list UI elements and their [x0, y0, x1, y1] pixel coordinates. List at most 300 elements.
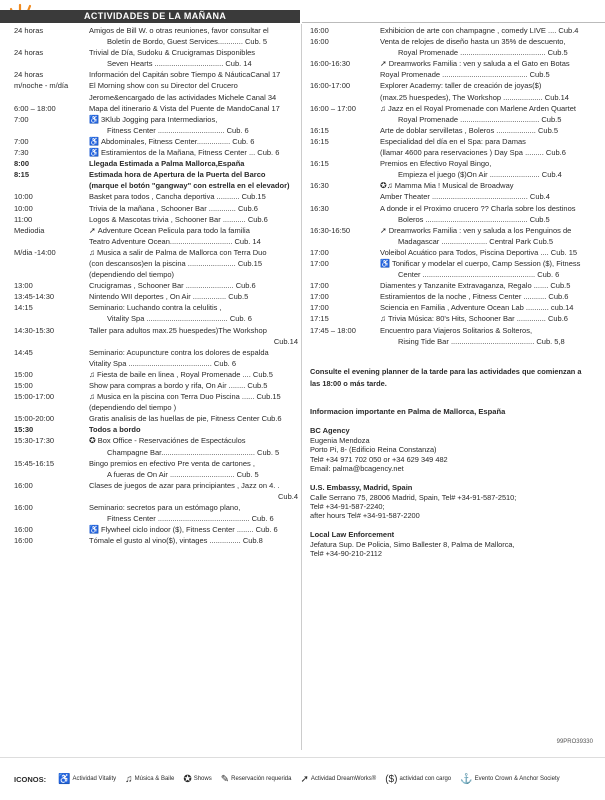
- event-time: [14, 269, 89, 280]
- event-desc: [380, 180, 588, 191]
- schedule-row: [14, 402, 298, 413]
- event-desc: [380, 147, 588, 158]
- event-time: [310, 269, 380, 280]
- legend-icon: ➚: [300, 773, 309, 785]
- event-desc: [89, 391, 298, 402]
- event-text: Jazz en el Royal Promenade con Marlene Arden Quartet: [388, 103, 577, 113]
- event-desc: [89, 435, 298, 446]
- schedule-row: [14, 92, 298, 103]
- event-text: El Morning show con su Director del Crucero: [89, 81, 238, 91]
- event-desc: [380, 225, 588, 236]
- event-time: 7:00: [14, 136, 29, 146]
- schedule-row: [14, 214, 298, 225]
- event-time: 16:00: [310, 26, 329, 35]
- legend-label: Música & Baile: [134, 776, 175, 782]
- event-desc: [89, 114, 298, 125]
- event-time: 10:00: [14, 203, 33, 213]
- event-time: [310, 69, 380, 80]
- event-time: [310, 214, 380, 225]
- event-time: 17:00: [310, 303, 329, 313]
- schedule-row: [14, 25, 298, 36]
- event-time: 15:30-17:30: [14, 436, 55, 446]
- event-desc: [380, 158, 588, 169]
- event-text: Teatro Adventure Ocean.............................. Cub. 14: [89, 236, 261, 246]
- event-time: 15:00: [14, 381, 33, 390]
- event-text: Exhibicion de arte con champagne , comedy LIVE .... Cub.4: [380, 26, 579, 35]
- schedule-row: [14, 313, 298, 324]
- event-time: [14, 36, 89, 47]
- schedule-row: [310, 291, 588, 302]
- schedule-row: [14, 236, 298, 247]
- event-desc: [380, 103, 588, 114]
- event-text: Dreamworks Familia : ven y saluda a el Gato en Botas: [388, 59, 570, 69]
- event-desc: [89, 147, 298, 158]
- event-time: 15:00-17:00: [14, 392, 55, 402]
- event-desc: [380, 236, 588, 247]
- event-desc: [380, 25, 588, 36]
- event-time: 15:45-16:15: [14, 458, 55, 468]
- event-time: M/dia -14:00: [14, 247, 56, 257]
- contact-line: Tel# +34 971 702 050 or +34 629 349 482: [310, 454, 448, 464]
- event-desc: [89, 413, 298, 424]
- document-code: 99PRO39330: [556, 739, 593, 745]
- event-time: 17:00: [310, 247, 329, 257]
- section-header: ACTIVIDADES DE LA MAÑANA: [0, 10, 300, 23]
- contact-line: Email: palma@bcagency.net: [310, 464, 404, 474]
- schedule-row: [310, 302, 588, 313]
- schedule-row: [14, 269, 298, 280]
- event-desc: [89, 369, 298, 380]
- event-time: m/noche - m/día: [14, 81, 69, 91]
- event-text: Premios en Efectivo Royal Bingo,: [380, 159, 492, 169]
- event-text: Champagne Bar............................................. Cub. 5: [107, 447, 280, 457]
- schedule-row: [14, 336, 298, 347]
- event-text: Todos a bordo: [89, 425, 141, 435]
- event-desc: [89, 58, 298, 69]
- legend-item: [460, 774, 560, 785]
- event-desc: [89, 491, 298, 502]
- event-text: Especialidad del día en el Spa: para Damas: [380, 136, 526, 146]
- header-rule: [302, 22, 605, 23]
- schedule-row: [14, 502, 298, 513]
- legend-icon: ✎: [220, 773, 230, 785]
- event-text: Seminario: Luchando contra la celulitis ,: [89, 303, 222, 313]
- event-time: [14, 58, 89, 69]
- event-desc: [89, 402, 298, 413]
- event-text: Taller para adultos max.25 huespedes)The Workshop: [89, 325, 267, 335]
- right-schedule: [310, 25, 588, 347]
- schedule-row: [14, 158, 298, 169]
- schedule-row: [310, 147, 588, 158]
- legend-icon: ♫: [125, 773, 133, 785]
- event-time: [14, 402, 89, 413]
- schedule-row: [14, 58, 298, 69]
- event-desc: [89, 92, 298, 103]
- activity-icon: ➚: [380, 59, 387, 69]
- event-time: [310, 236, 380, 247]
- activity-icon: ♿: [89, 525, 99, 535]
- event-desc: [380, 47, 588, 58]
- activity-icon: ♿: [89, 114, 99, 124]
- event-time: 8:15: [14, 170, 30, 180]
- activity-icon: ♿: [89, 136, 99, 146]
- schedule-row: [14, 369, 298, 380]
- evening-note: Consulte el evening planner de la tarde para las actividades que comienzan a las 18:00 o más tarde.: [310, 366, 582, 388]
- contact-org-name: Local Law Enforcement: [310, 529, 395, 539]
- activity-icon: ✪: [89, 436, 96, 446]
- event-desc: [89, 158, 298, 169]
- event-desc: [89, 458, 298, 469]
- event-time: 16:15: [310, 136, 329, 146]
- event-time: [310, 169, 380, 180]
- schedule-row: [14, 347, 298, 358]
- event-text: Cub.4: [277, 491, 298, 501]
- info-contacts: [310, 425, 588, 559]
- event-time: 16:00: [14, 536, 33, 546]
- event-time: Mediodia: [14, 225, 45, 235]
- event-time: 17:00: [310, 258, 329, 268]
- event-text: Gratis analisis de las huellas de pie, Fitness Center Cub.6: [89, 414, 282, 424]
- event-time: [310, 114, 380, 125]
- legend-icon: ♿: [58, 773, 71, 785]
- event-time: 15:00-20:00: [14, 414, 55, 424]
- schedule-row: [14, 358, 298, 369]
- event-text: A fueras de On Air ............................... Cub. 5: [107, 469, 259, 479]
- event-text: Bingo premios en efectivo Pre venta de cartones ,: [89, 458, 255, 468]
- event-text: Fitness Center ................................ Cub. 6: [107, 125, 249, 135]
- event-text: Musica a salir de Palma de Mallorca con Terra Duo: [97, 247, 267, 257]
- event-text: Flywheel ciclo indoor ($), Fitness Center ........ Cub. 6: [100, 525, 278, 535]
- event-text: 3Klub Jogging para Intermediarios,: [100, 114, 218, 124]
- activity-icon: ♿: [380, 258, 390, 268]
- event-time: 11:00: [14, 214, 33, 224]
- event-text: Dreamworks Familia : ven y saluda a los Penguinos de: [388, 225, 572, 235]
- event-text: Seminario: secretos para un estómago plano,: [89, 503, 241, 513]
- activity-icon: ♫: [89, 369, 95, 379]
- schedule-row: [310, 180, 588, 191]
- event-text: Fiesta de baile en linea , Royal Promenade .... Cub.5: [97, 369, 273, 379]
- event-text: (max.25 huespedes), The Workshop ................... Cub.14: [380, 92, 569, 102]
- schedule-row: [14, 524, 298, 535]
- schedule-row: [14, 180, 298, 191]
- schedule-row: [310, 158, 588, 169]
- legend-label: Evento Crown & Anchor Society: [474, 776, 560, 782]
- event-time: 17:15: [310, 314, 329, 324]
- event-text: Trivial de Día, Sudoku & Crucigramas Disponibles: [89, 48, 256, 58]
- event-text: Mamma Mia ! Musical de Broadway: [394, 181, 514, 191]
- schedule-row: [14, 114, 298, 125]
- event-desc: [380, 302, 588, 313]
- event-text: Adventure Ocean Pelicula para todo la familia: [97, 225, 250, 235]
- event-text: Tómale el gusto al vino($), vintages ............... Cub.8: [89, 536, 263, 546]
- event-text: Royal Promenade ......................................... Cub.5: [380, 70, 550, 80]
- event-time: [14, 469, 89, 480]
- event-desc: [380, 313, 588, 324]
- event-text: Diamentes y Tanzanite Extravaganza, Regalo ....... Cub.5: [380, 281, 571, 291]
- event-time: [14, 491, 89, 502]
- event-time: 16:00-17:00: [310, 81, 351, 91]
- schedule-row: [14, 136, 298, 147]
- schedule-row: [14, 80, 298, 91]
- event-text: Basket para todos , Cancha deportiva ........... Cub.15: [89, 192, 266, 202]
- event-text: Royal Promenade ......................................... Cub.5: [398, 48, 568, 58]
- event-text: Tonificar y modelar el cuerpo, Camp Session ($), Fitness: [391, 258, 581, 268]
- event-text: Encuentro para Viajeros Solitarios & Solteros,: [380, 325, 533, 335]
- event-text: Empieza el juego ($)On Air ........................ Cub.4: [398, 170, 562, 180]
- event-time: 16:15: [310, 159, 329, 169]
- event-text: Clases de juegos de azar para principiantes , Jazz on 4. .: [89, 480, 280, 490]
- schedule-row: [14, 103, 298, 114]
- activity-icon: ♫: [380, 103, 386, 113]
- event-text: Vitality Spa ....................................... Cub. 6: [107, 314, 252, 324]
- legend-item: [125, 774, 174, 785]
- schedule-row: [310, 191, 588, 202]
- event-text: Estimada hora de Apertura de la Puerta del Barco: [89, 170, 266, 180]
- event-text: Estiramientos de la noche , Fitness Center ........... Cub.6: [380, 292, 569, 302]
- event-text: (con descansos)en la piscina ....................... Cub.15: [89, 258, 262, 268]
- event-text: Trivia Música: 80's Hits, Schooner Bar .............. Cub.6: [388, 314, 568, 324]
- contact-line: Porto Pi, 8- (Edificio Reina Constanza): [310, 445, 437, 455]
- event-text: (dependiendo del tiempo): [89, 270, 175, 280]
- schedule-row: [310, 25, 588, 36]
- info-title: Informacion importante en Palma de Mallorca, España: [310, 406, 506, 416]
- event-desc: [89, 380, 298, 391]
- event-time: 15:30: [14, 425, 34, 435]
- event-text: Show para compras a bordo y rifa, On Air ........ Cub.5: [89, 381, 268, 390]
- event-time: 13:45-14:30: [14, 292, 55, 302]
- schedule-row: [14, 169, 298, 180]
- schedule-row: [310, 114, 588, 125]
- event-desc: [89, 502, 298, 513]
- event-text: Musica en la piscina con Terra Duo Piscina ...... Cub.15: [97, 392, 281, 402]
- event-desc: [380, 36, 588, 47]
- event-time: 6:00 – 18:00: [14, 103, 56, 113]
- schedule-row: [310, 47, 588, 58]
- schedule-row: [310, 225, 588, 236]
- event-desc: [380, 336, 588, 347]
- activity-icon: ♫: [89, 392, 95, 402]
- schedule-row: [14, 147, 298, 158]
- event-desc: [89, 469, 298, 480]
- event-desc: [89, 269, 298, 280]
- event-desc: [89, 313, 298, 324]
- schedule-row: [310, 203, 588, 214]
- schedule-row: [310, 103, 588, 114]
- event-desc: [89, 47, 298, 58]
- event-desc: [89, 25, 298, 36]
- event-time: 15:00: [14, 369, 33, 379]
- legend-label: actividad con cargo: [399, 776, 452, 782]
- event-time: 16:00: [14, 525, 33, 535]
- event-text: Venta de relojes de diseño hasta un 35% de descuento,: [380, 37, 566, 47]
- event-time: [14, 258, 89, 269]
- schedule-row: [14, 302, 298, 313]
- event-text: Boletín de Bordo, Guest Services............ Cub. 5: [107, 37, 268, 47]
- legend-item: [58, 774, 116, 785]
- event-desc: [89, 225, 298, 236]
- schedule-row: [310, 136, 588, 147]
- event-desc: [380, 114, 588, 125]
- event-desc: [380, 269, 588, 280]
- event-text: Amigos de Bill W. o otras reuniones, favor consultar el: [89, 26, 269, 35]
- schedule-row: [310, 325, 588, 336]
- event-desc: [89, 103, 298, 114]
- event-time: 16:00: [14, 480, 33, 490]
- event-desc: [380, 247, 588, 258]
- event-desc: [89, 191, 298, 202]
- event-desc: [89, 214, 298, 225]
- event-desc: [89, 247, 298, 258]
- event-time: 17:00: [310, 292, 329, 302]
- schedule-row: [310, 258, 588, 269]
- schedule-row: [310, 313, 588, 324]
- event-desc: [380, 214, 588, 225]
- schedule-row: [14, 36, 298, 47]
- schedule-row: [14, 447, 298, 458]
- event-text: Crucigramas , Schooner Bar ....................... Cub.6: [89, 281, 256, 291]
- event-text: Información del Capitán sobre Tiempo & NáuticaCanal 17: [89, 70, 281, 80]
- legend-icon: ⚓: [460, 773, 473, 785]
- event-desc: [89, 302, 298, 313]
- event-desc: [380, 325, 588, 336]
- event-text: Madagascar ...................... Central Park Cub.5: [398, 236, 554, 246]
- event-desc: [380, 80, 588, 91]
- event-text: Rising Tide Bar ........................................ Cub. 5,8: [398, 336, 565, 346]
- activity-icon: ➚: [380, 225, 387, 235]
- schedule-row: [14, 480, 298, 491]
- schedule-row: [14, 513, 298, 524]
- legend-label: Actividad DreamWorks®: [310, 776, 377, 782]
- legend-item: [221, 774, 292, 785]
- event-time: 13:00: [14, 281, 33, 291]
- schedule-row: [14, 413, 298, 424]
- contact-line: Calle Serrano 75, 28006 Madrid, Spain, Tel# +34-91-587-2510;: [310, 492, 517, 502]
- schedule-row: [14, 291, 298, 302]
- event-time: 8:00: [14, 159, 30, 169]
- schedule-row: [310, 336, 588, 347]
- event-time: 16:00: [310, 37, 329, 47]
- event-time: [310, 92, 380, 103]
- event-desc: [380, 169, 588, 180]
- event-time: 16:30: [310, 203, 329, 213]
- event-desc: [89, 80, 298, 91]
- event-text: Explorer Academy: taller de creación de joyas($): [380, 81, 542, 91]
- event-desc: [380, 291, 588, 302]
- legend-item: [183, 774, 211, 785]
- event-desc: [89, 203, 298, 214]
- event-time: 14:15: [14, 303, 33, 313]
- event-desc: [380, 191, 588, 202]
- column-divider: [301, 24, 302, 750]
- event-text: Amber Theater .............................................. Cub.4: [380, 192, 550, 202]
- event-desc: [89, 291, 298, 302]
- event-text: Nintendo WII deportes , On Air ................ Cub.5: [89, 292, 249, 302]
- schedule-row: [310, 236, 588, 247]
- event-time: [310, 191, 380, 202]
- event-time: [14, 313, 89, 324]
- schedule-row: [14, 491, 298, 502]
- event-time: [14, 513, 89, 524]
- event-text: Estiramientos de la Mañana, Fitness Center ... Cub. 6: [100, 148, 280, 158]
- event-time: 24 horas: [14, 70, 44, 80]
- event-time: 7:00: [14, 114, 29, 124]
- legend-icon: ✪: [183, 773, 192, 785]
- event-time: 16:30-16:50: [310, 225, 351, 235]
- event-time: [310, 147, 380, 158]
- activity-icon: ♿: [89, 148, 99, 158]
- event-desc: [89, 535, 298, 546]
- event-time: [14, 447, 89, 458]
- event-desc: [380, 280, 588, 291]
- event-text: Royal Promenade ...................................... Cub.5: [398, 114, 562, 124]
- event-desc: [89, 136, 298, 147]
- event-desc: [89, 325, 298, 336]
- schedule-row: [14, 69, 298, 80]
- event-desc: [89, 36, 298, 47]
- event-desc: [89, 447, 298, 458]
- icon-legend: [0, 757, 605, 800]
- event-text: Abdominales, Fitness Center................ Cub. 6: [100, 136, 255, 146]
- event-time: 16:00: [14, 503, 33, 513]
- event-text: Seven Hearts ................................. Cub. 14: [107, 59, 252, 69]
- event-desc: [89, 280, 298, 291]
- event-desc: [89, 180, 298, 191]
- event-time: [310, 336, 380, 347]
- event-time: [310, 47, 380, 58]
- event-text: Logos & Mascotas trivia , Schooner Bar ........... Cub.6: [89, 214, 268, 224]
- schedule-row: [310, 269, 588, 280]
- event-time: 24 horas: [14, 48, 44, 58]
- event-text: (dependiendo del tiempo ): [89, 403, 177, 413]
- legend-icon: ($): [385, 773, 398, 785]
- legend-label: Shows: [193, 776, 212, 782]
- legend-label: Actividad Vitality: [72, 776, 117, 782]
- schedule-row: [310, 69, 588, 80]
- event-text: Center ...................................................... Cub. 6: [398, 270, 560, 280]
- schedule-row: [14, 280, 298, 291]
- event-desc: [380, 69, 588, 80]
- event-text: Vitality Spa ........................................ Cub. 6: [89, 358, 236, 368]
- event-desc: [89, 513, 298, 524]
- event-desc: [89, 336, 298, 347]
- event-time: 17:00: [310, 281, 329, 291]
- schedule-row: [14, 380, 298, 391]
- event-desc: [380, 92, 588, 103]
- schedule-row: [310, 214, 588, 225]
- schedule-row: [14, 435, 298, 446]
- schedule-row: [310, 92, 588, 103]
- event-text: Arte de doblar servilletas , Boleros ................... Cub.5: [380, 125, 558, 135]
- event-text: A donde ir el Proximo crucero ?? Charla sobre los destinos: [380, 203, 576, 213]
- schedule-row: [310, 247, 588, 258]
- schedule-row: [310, 169, 588, 180]
- event-time: [14, 336, 89, 347]
- schedule-row: [310, 80, 588, 91]
- schedule-row: [14, 225, 298, 236]
- schedule-row: [14, 247, 298, 258]
- left-schedule: [14, 25, 298, 546]
- event-text: Cub.14: [273, 336, 298, 346]
- event-time: 14:45: [14, 347, 33, 357]
- event-desc: [89, 69, 298, 80]
- schedule-row: [14, 191, 298, 202]
- schedule-row: [310, 58, 588, 69]
- schedule-row: [14, 535, 298, 546]
- event-time: [14, 180, 89, 191]
- schedule-row: [14, 469, 298, 480]
- contact-org-name: U.S. Embassy, Madrid, Spain: [310, 482, 413, 492]
- event-text: Seminario: Acupuncture contra los dolores de espalda: [89, 347, 269, 357]
